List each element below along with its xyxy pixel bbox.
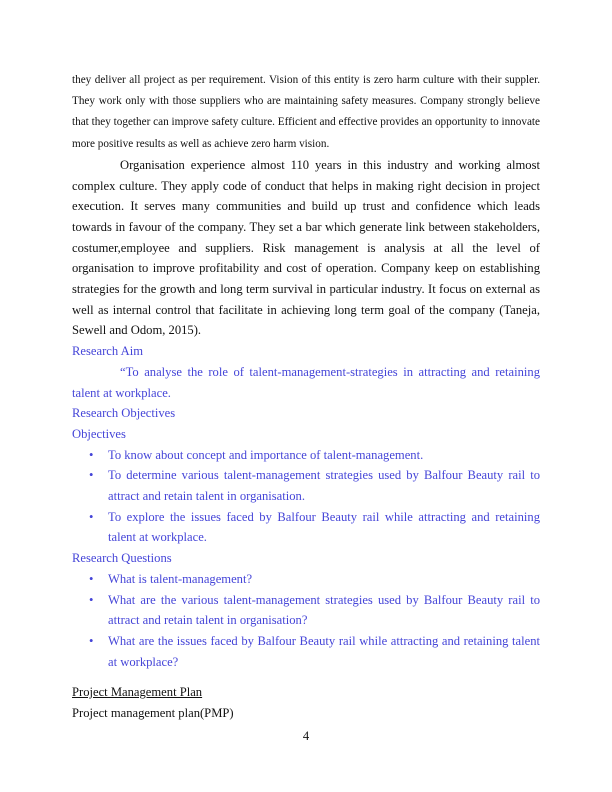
pmp-text: Project management plan(PMP) (72, 706, 234, 721)
bullet-icon: • (89, 468, 94, 483)
list-item (89, 569, 540, 590)
heading-objectives: Objectives (72, 426, 126, 441)
paragraph-vision: they deliver all project as per requirement. Vision of this entity is zero harm culture with their suppler. They work only with those suppliers who are maintaining safety measures. Company strongly believe that they together can improve safety culture. Efficient and effective provides an opportunity to innovate more positive results as well as achieve zero harm vision. (72, 74, 540, 150)
questions-list (72, 569, 540, 673)
list-item (89, 590, 540, 631)
research-aim-text: “To analyse the role of talent-management-strategies in attracting and retaining talent at workplace. (72, 364, 540, 400)
list-item (89, 445, 540, 466)
page-content (72, 70, 540, 724)
heading-research-objectives: Research Objectives (72, 406, 176, 421)
list-item-text: What is talent-management? (108, 571, 253, 586)
bullet-icon: • (89, 571, 94, 586)
list-item-text: What are the various talent-management strategies used by Balfour Beauty rail to attract and retain talent in organisation? (108, 592, 540, 628)
bullet-icon: • (89, 592, 94, 607)
list-item-text: To explore the issues faced by Balfour Beauty rail while attracting and retaining talent at workplace. (108, 509, 540, 545)
objectives-list (72, 445, 540, 549)
list-item-text: To determine various talent-management strategies used by Balfour Beauty rail to attract and retain talent in organisation. (108, 468, 540, 504)
list-item (89, 507, 540, 548)
list-item-text: What are the issues faced by Balfour Beauty rail while attracting and retaining talent at workplace? (108, 633, 540, 669)
list-item-text: To know about concept and importance of talent-management. (108, 447, 424, 462)
paragraph-organisation: Organisation experience almost 110 years in this industry and working almost complex culture. They apply code of conduct that helps in making right decision in project execution. It serves many communities and build up trust and confidence which leads towards in favour of the company. They set a bar which generate link between stakeholders, costumer,employee and suppliers. Risk management is analysis at all the level of organisation to improve profitability and cost of operation. Company keep on establishing strategies for the growth and long term survival in particular industry. It focus on external as well as internal control that facilitate in achieving long term goal of the company (Taneja, Sewell and Odom, 2015). (72, 157, 540, 338)
list-item (89, 631, 540, 672)
list-item (89, 465, 540, 506)
page-number: 4 (302, 729, 310, 743)
heading-research-aim: Research Aim (72, 344, 143, 359)
bullet-icon: • (89, 509, 94, 524)
bullet-icon: • (89, 633, 94, 648)
heading-research-questions: Research Questions (72, 551, 172, 566)
bullet-icon: • (89, 447, 94, 462)
heading-project-management-plan: Project Management Plan (72, 685, 203, 700)
